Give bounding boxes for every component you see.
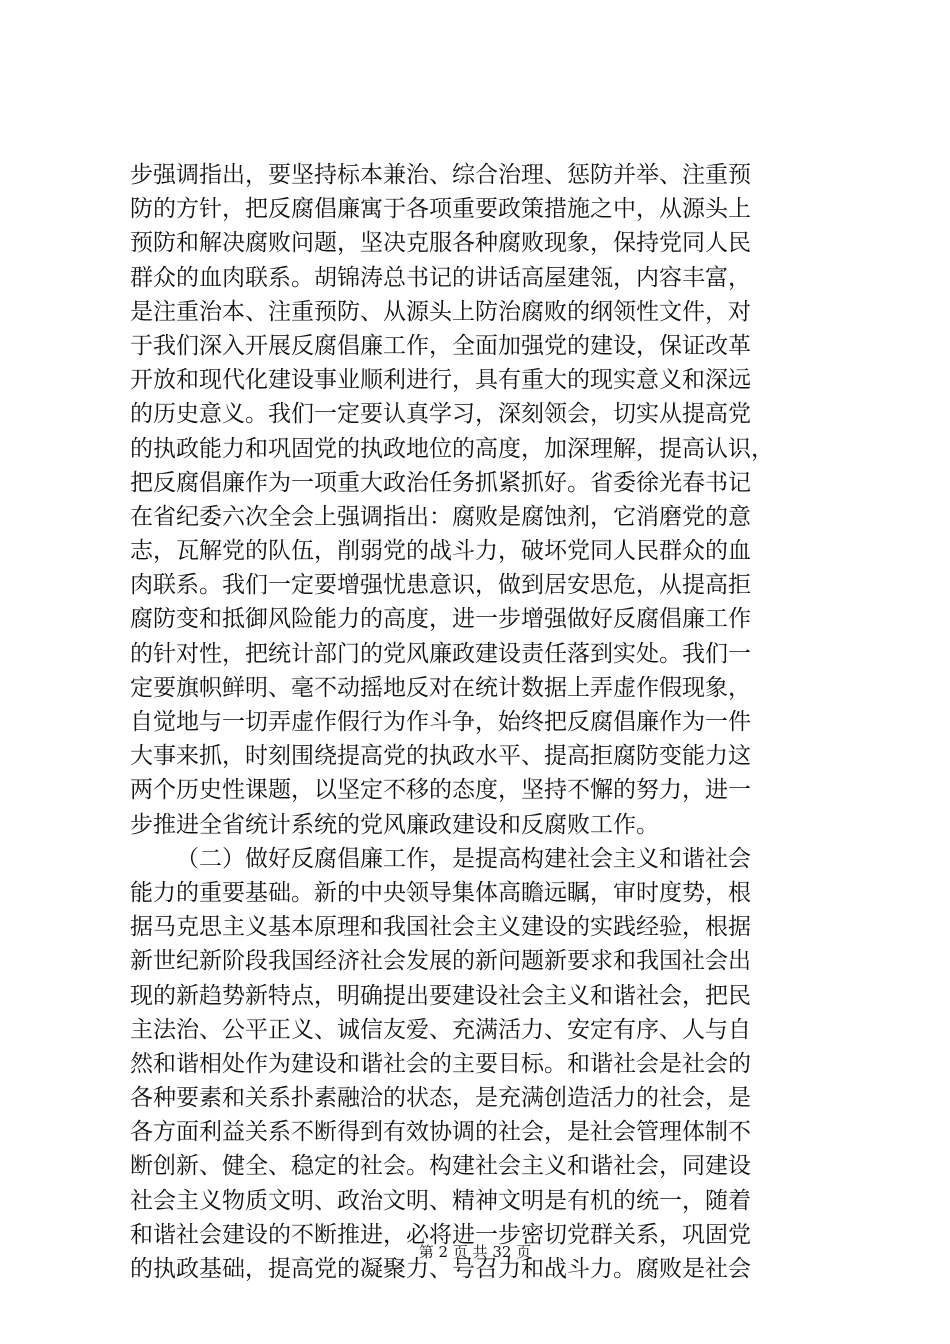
text-line: 现的新趋势新特点，明确提出要建设社会主义和谐社会，把民 <box>130 982 751 1009</box>
text-line: 把反腐倡廉作为一项重大政治任务抓紧抓好。省委徐光春书记 <box>130 469 751 496</box>
text-line: 肉联系。我们一定要增强忧患意识，做到居安思危，从提高拒 <box>130 572 751 599</box>
text-line: 的针对性，把统计部门的党风廉政建设责任落到实处。我们一 <box>130 640 751 667</box>
text-line: 的历史意义。我们一定要认真学习，深刻领会，切实从提高党 <box>130 401 751 428</box>
page-footer: 第 2 页 共 32 页 <box>418 1243 532 1261</box>
text-line: 和谐社会建设的不断推进，必将进一步密切党群关系，巩固党 <box>130 1221 751 1248</box>
text-line: 在省纪委六次全会上强调指出：腐败是腐蚀剂，它消磨党的意 <box>130 503 751 530</box>
text-line: 是注重治本、注重预防、从源头上防治腐败的纲领性文件，对 <box>130 298 751 325</box>
text-line: 志，瓦解党的队伍，削弱党的战斗力，破坏党同人民群众的血 <box>130 538 751 565</box>
text-line: 步强调指出，要坚持标本兼治、综合治理、惩防并举、注重预 <box>130 162 751 188</box>
text-line: 然和谐相处作为建设和谐社会的主要目标。和谐社会是社会的 <box>130 1050 751 1077</box>
text-line: 的执政能力和巩固党的执政地位的高度，加深理解，提高认识， <box>130 435 774 462</box>
text-line: 腐防变和抵御风险能力的高度，进一步增强做好反腐倡廉工作 <box>130 606 751 633</box>
text-line: 自觉地与一切弄虚作假行为作斗争，始终把反腐倡廉作为一件 <box>130 709 751 735</box>
text-line: 步推进全省统计系统的党风廉政建设和反腐败工作。 <box>130 811 659 838</box>
text-line: 新世纪新阶段我国经济社会发展的新问题新要求和我国社会出 <box>130 948 751 975</box>
text-line: 据马克思主义基本原理和我国社会主义建设的实践经验，根据 <box>130 914 751 941</box>
text-line: 各方面利益关系不断得到有效协调的社会，是社会管理体制不 <box>130 1119 751 1146</box>
text-line: 主法治、公平正义、诚信友爱、充满活力、安定有序、人与自 <box>130 1016 751 1043</box>
text-line: 大事来抓，时刻围绕提高党的执政水平、提高拒腐防变能力这 <box>130 743 751 770</box>
text-line: 断创新、健全、稳定的社会。构建社会主义和谐社会，同建设 <box>130 1153 751 1180</box>
text-line: 的执政基础，提高党的凝聚力、号召力和战斗力。腐败是社会 <box>130 1256 751 1282</box>
text-line: 开放和现代化建设事业顺利进行，具有重大的现实意义和深远 <box>130 367 751 394</box>
text-line: 各种要素和关系扑素融洽的状态，是充满创造活力的社会，是 <box>130 1085 751 1112</box>
text-line: 防的方针，把反腐倡廉寓于各项重要政策措施之中，从源头上 <box>130 196 751 223</box>
text-line: 群众的血肉联系。胡锦涛总书记的讲话高屋建瓴，内容丰富， <box>130 264 751 291</box>
text-line: 能力的重要基础。新的中央领导集体高瞻远瞩，审时度势，根 <box>130 879 751 906</box>
text-line: 两个历史性课题，以坚定不移的态度，坚持不懈的努力，进一 <box>130 777 751 804</box>
text-line: 定要旗帜鲜明、毫不动摇地反对在统计数据上弄虚作假现象， <box>130 674 751 701</box>
text-line: 社会主义物质文明、政治文明、精神文明是有机的统一，随着 <box>130 1187 751 1214</box>
text-line: 预防和解决腐败问题，坚决克服各种腐败现象，保持党同人民 <box>130 230 751 257</box>
text-line: （二）做好反腐倡廉工作，是提高构建社会主义和谐社会 <box>176 845 751 872</box>
body-text <box>130 158 830 1286</box>
text-line: 于我们深入开展反腐倡廉工作，全面加强党的建设，保证改革 <box>130 332 751 359</box>
